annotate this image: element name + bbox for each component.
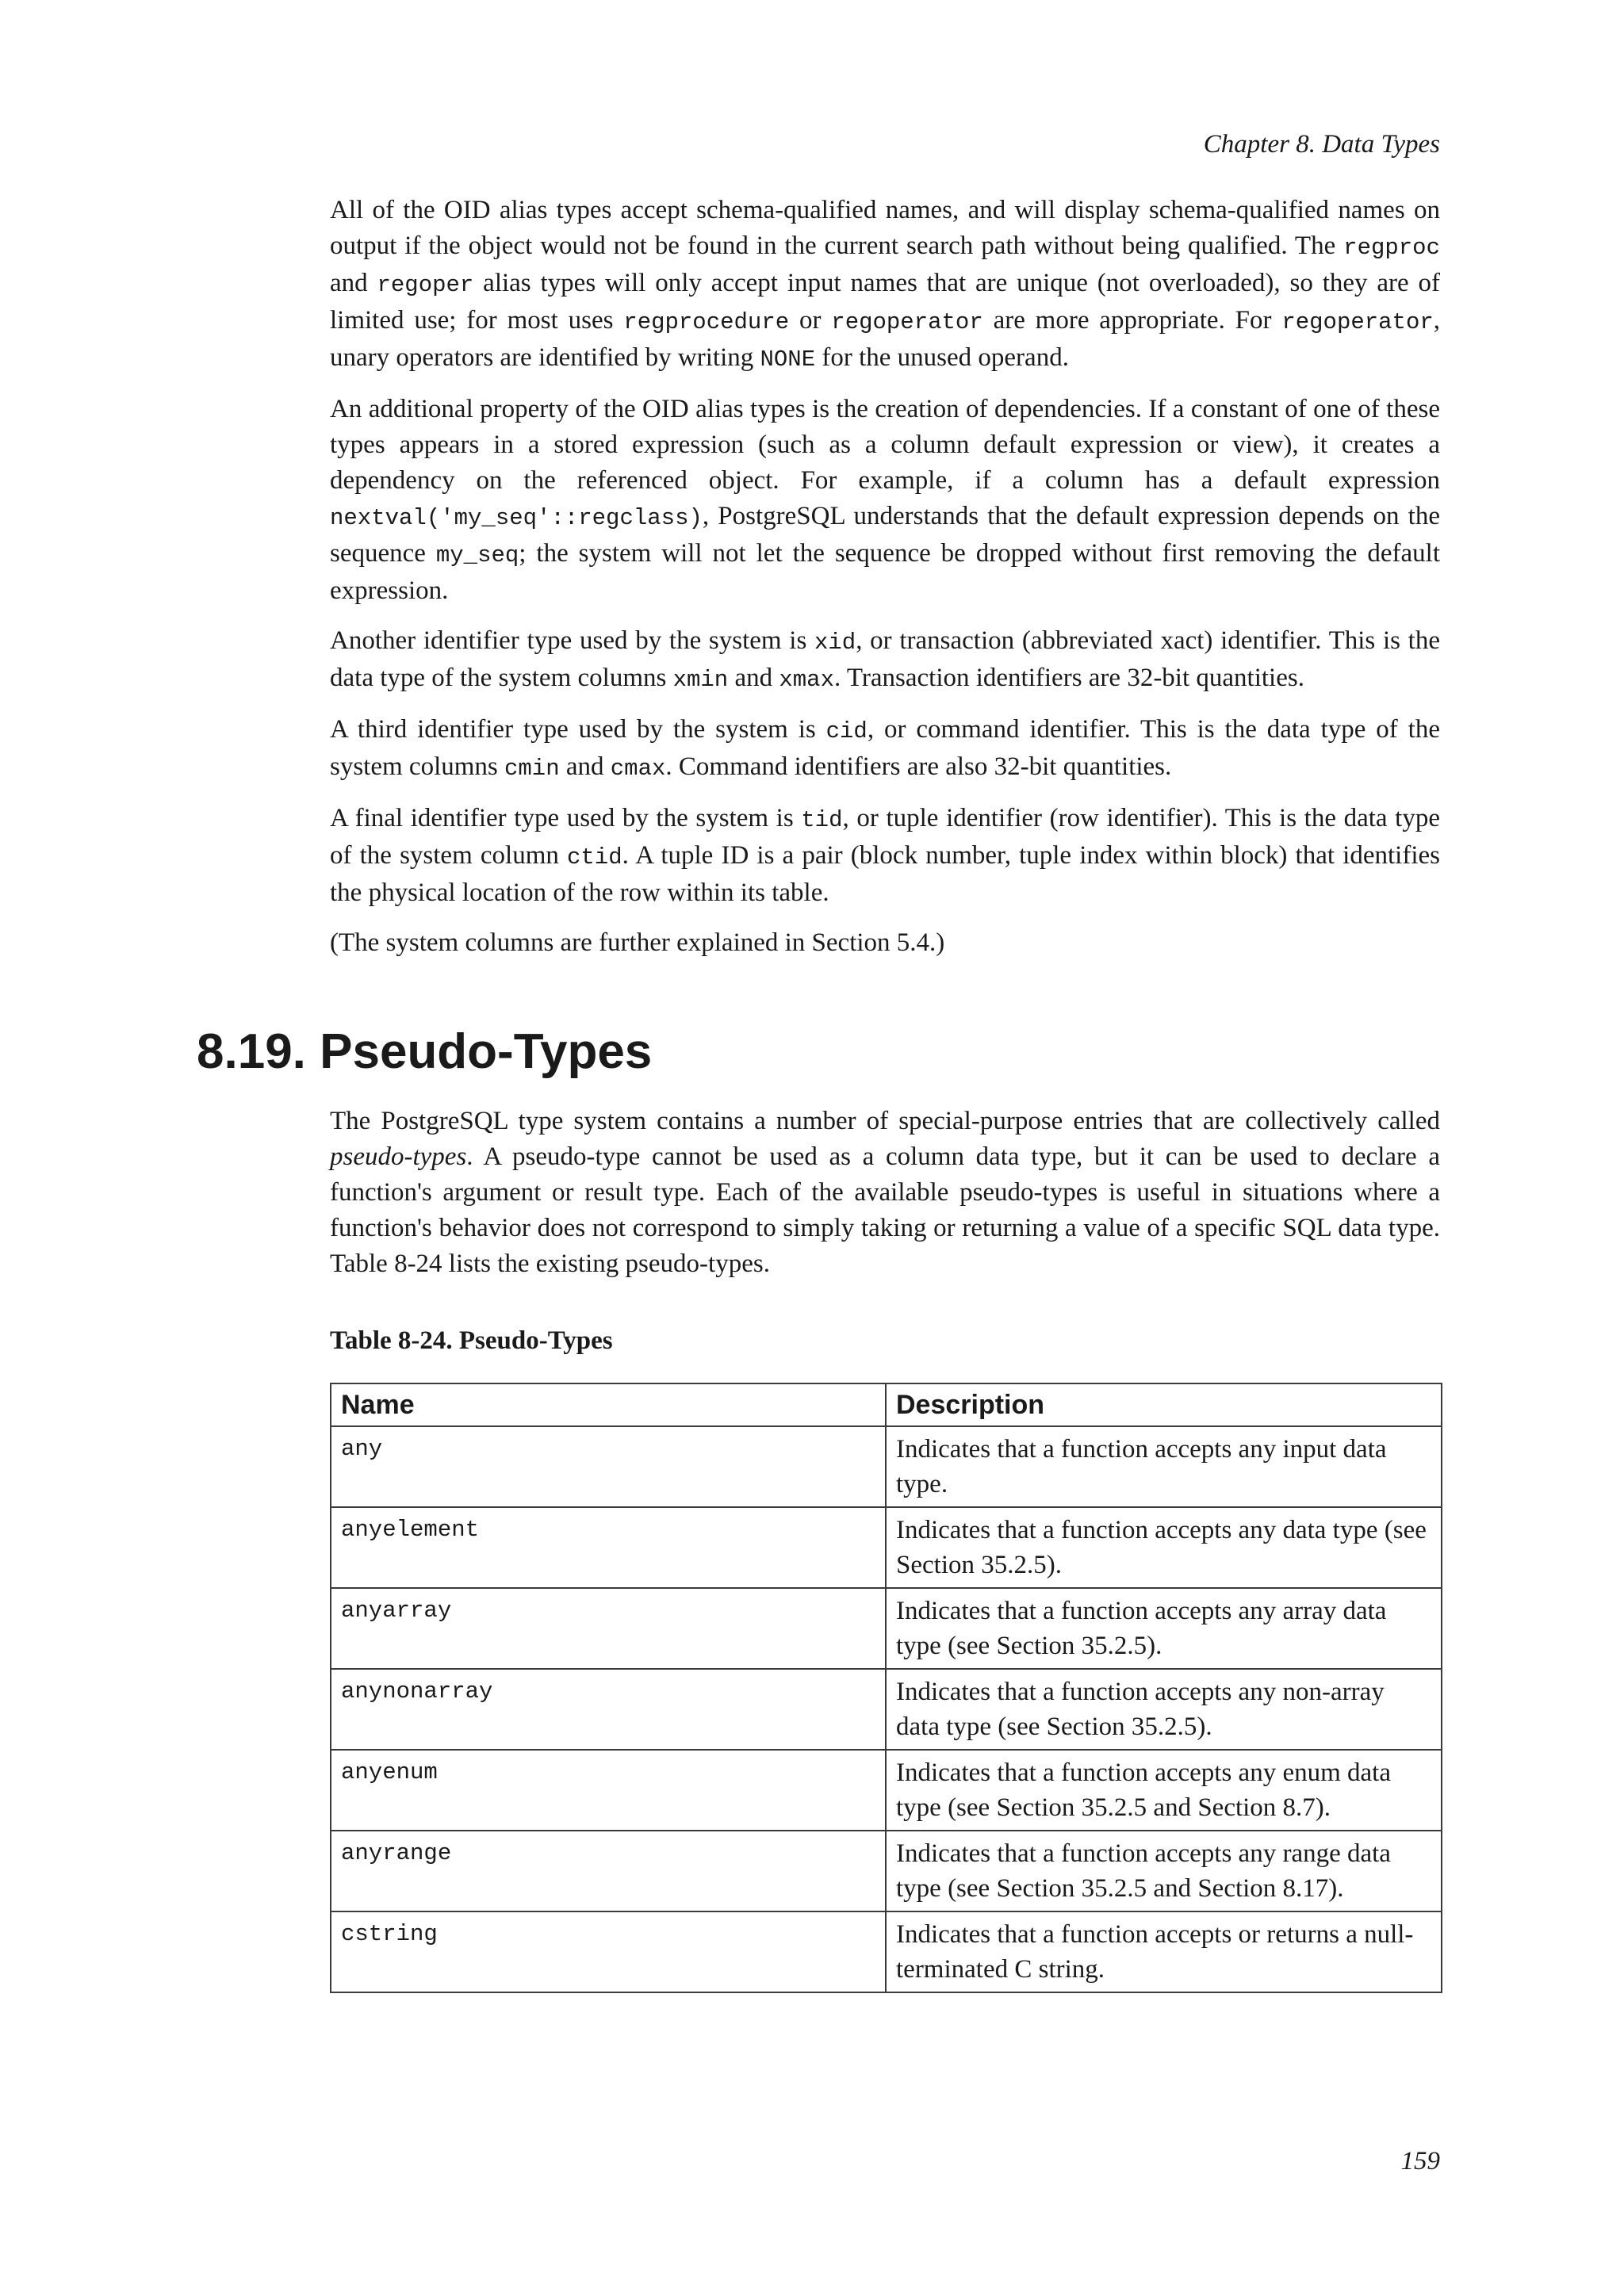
text-run: . Transaction identifiers are 32-bit quantities. [833, 664, 1304, 692]
text-run: ; the system will not let the sequence be dropped without first removing the default expression. [330, 539, 1440, 605]
text-run: An additional property of the OID alias types is the creation of dependencies. If a constant of one of these types appears in a stored expression (such as a column default expression or view), it creates a dependency on the referenced object. For example, if a column has a default expression [330, 395, 1440, 495]
table-header-row [331, 1383, 1442, 1426]
code-regoperator: regoperator [831, 309, 983, 335]
text-run: All of the OID alias types accept schema-qualified names, and will display schema-qualified names on output if the object would not be found in the current search path without being qualified. The [330, 196, 1440, 260]
table-row [331, 1669, 1442, 1750]
type-name-cell: anyarray [331, 1588, 886, 1669]
text-run: , or command identifier. This is the data type of the system columns [330, 715, 1440, 781]
code-regproc: regproc [1343, 235, 1440, 261]
section-intro [330, 1104, 1440, 1296]
code-regoperator: regoperator [1281, 309, 1434, 335]
running-header: Chapter 8. Data Types [1203, 130, 1440, 159]
text-run: for the unused operand. [815, 343, 1069, 372]
code-cmin: cmin [504, 756, 560, 782]
code-nextval: nextval('my_seq'::regclass) [330, 505, 703, 531]
text-run: The PostgreSQL type system contains a number of special-purpose entries that are collectively called [330, 1107, 1440, 1135]
text-run: alias types will only accept input names that are unique (not overloaded), so they are of limited use; for most uses [330, 269, 1440, 335]
text-run: , or tuple identifier (row identifier). This is the data type of the system column [330, 804, 1441, 870]
page-number: 159 [1400, 2147, 1440, 2175]
text-run: A final identifier type used by the system is [330, 804, 802, 832]
text-run: . Command identifiers are also 32-bit quantities. [665, 752, 1172, 781]
text-run: (The system columns are further explained in Section 5.4.) [330, 928, 945, 957]
type-description-cell: Indicates that a function accepts any non-array data type (see Section 35.2.5). [886, 1669, 1442, 1750]
paragraph-dependencies [330, 392, 1440, 609]
text-run: , or transaction (abbreviated xact) identifier. This is the data type of the system columns [330, 626, 1440, 692]
table-row [331, 1911, 1442, 1992]
text-run: and [330, 269, 377, 297]
type-description-cell: Indicates that a function accepts any enum data type (see Section 35.2.5 and Section 8.7). [886, 1750, 1442, 1831]
paragraph-pseudo-types-intro [330, 1104, 1440, 1282]
paragraph-oid-alias-schema [330, 193, 1440, 377]
type-name-cell: anyenum [331, 1750, 886, 1831]
code-xmax: xmax [779, 667, 834, 693]
text-run: A third identifier type used by the system is [330, 715, 826, 744]
code-xid: xid [814, 629, 856, 656]
text-run: , unary operators are identified by writing [330, 306, 1441, 372]
table-row [331, 1588, 1442, 1669]
code-ctid: ctid [567, 844, 622, 871]
code-regoper: regoper [377, 272, 474, 298]
text-run: and [559, 752, 611, 781]
type-name-cell: anyrange [331, 1831, 886, 1911]
pseudo-types-table [330, 1383, 1442, 1993]
code-my-seq: my_seq [435, 542, 519, 568]
code-tid: tid [801, 807, 843, 833]
type-name-cell: cstring [331, 1911, 886, 1992]
code-none: NONE [760, 346, 816, 373]
body-text [330, 193, 1440, 975]
paragraph-tid [330, 801, 1440, 911]
text-run: are more appropriate. For [982, 306, 1282, 335]
type-name-cell: any [331, 1426, 886, 1507]
section-title: 8.19. Pseudo-Types [197, 1024, 653, 1079]
paragraph-xid [330, 623, 1440, 698]
table-row [331, 1426, 1442, 1507]
paragraph-system-columns-note [330, 925, 1440, 961]
type-name-cell: anyelement [331, 1507, 886, 1588]
text-run: . A pseudo-type cannot be used as a column data type, but it can be used to declare a function's argument or result type. Each of the available pseudo-types is useful in situations where a function's behavior does not correspond to simply taking or returning a value of a specific SQL data type. Table 8-24 lists the existing pseudo-types. [330, 1142, 1440, 1278]
paragraph-cid [330, 712, 1440, 786]
type-description-cell: Indicates that a function accepts any array data type (see Section 35.2.5). [886, 1588, 1442, 1669]
text-run: or [789, 306, 832, 335]
table-row [331, 1750, 1442, 1831]
text-run: . A tuple ID is a pair (block number, tuple index within block) that identifies the physical location of the row within its table. [330, 841, 1440, 907]
type-description-cell: Indicates that a function accepts any range data type (see Section 35.2.5 and Section 8.17). [886, 1831, 1442, 1911]
type-description-cell: Indicates that a function accepts any data type (see Section 35.2.5). [886, 1507, 1442, 1588]
column-header-description: Description [886, 1383, 1442, 1426]
code-xmin: xmin [672, 667, 729, 693]
text-run: , PostgreSQL understands that the default expression depends on the sequence [330, 502, 1440, 568]
text-run: and [728, 664, 779, 692]
type-description-cell: Indicates that a function accepts or returns a null-terminated C string. [886, 1911, 1442, 1992]
table-row [331, 1831, 1442, 1911]
code-regprocedure: regprocedure [623, 309, 790, 335]
type-name-cell: anynonarray [331, 1669, 886, 1750]
column-header-name: Name [331, 1383, 886, 1426]
code-cmax: cmax [610, 756, 666, 782]
emphasis-pseudo-types: pseudo-types [330, 1142, 467, 1171]
text-run: Another identifier type used by the system is [330, 626, 814, 655]
table-caption: Table 8-24. Pseudo-Types [330, 1326, 613, 1355]
type-description-cell: Indicates that a function accepts any input data type. [886, 1426, 1442, 1507]
table-row [331, 1507, 1442, 1588]
code-cid: cid [825, 718, 868, 744]
